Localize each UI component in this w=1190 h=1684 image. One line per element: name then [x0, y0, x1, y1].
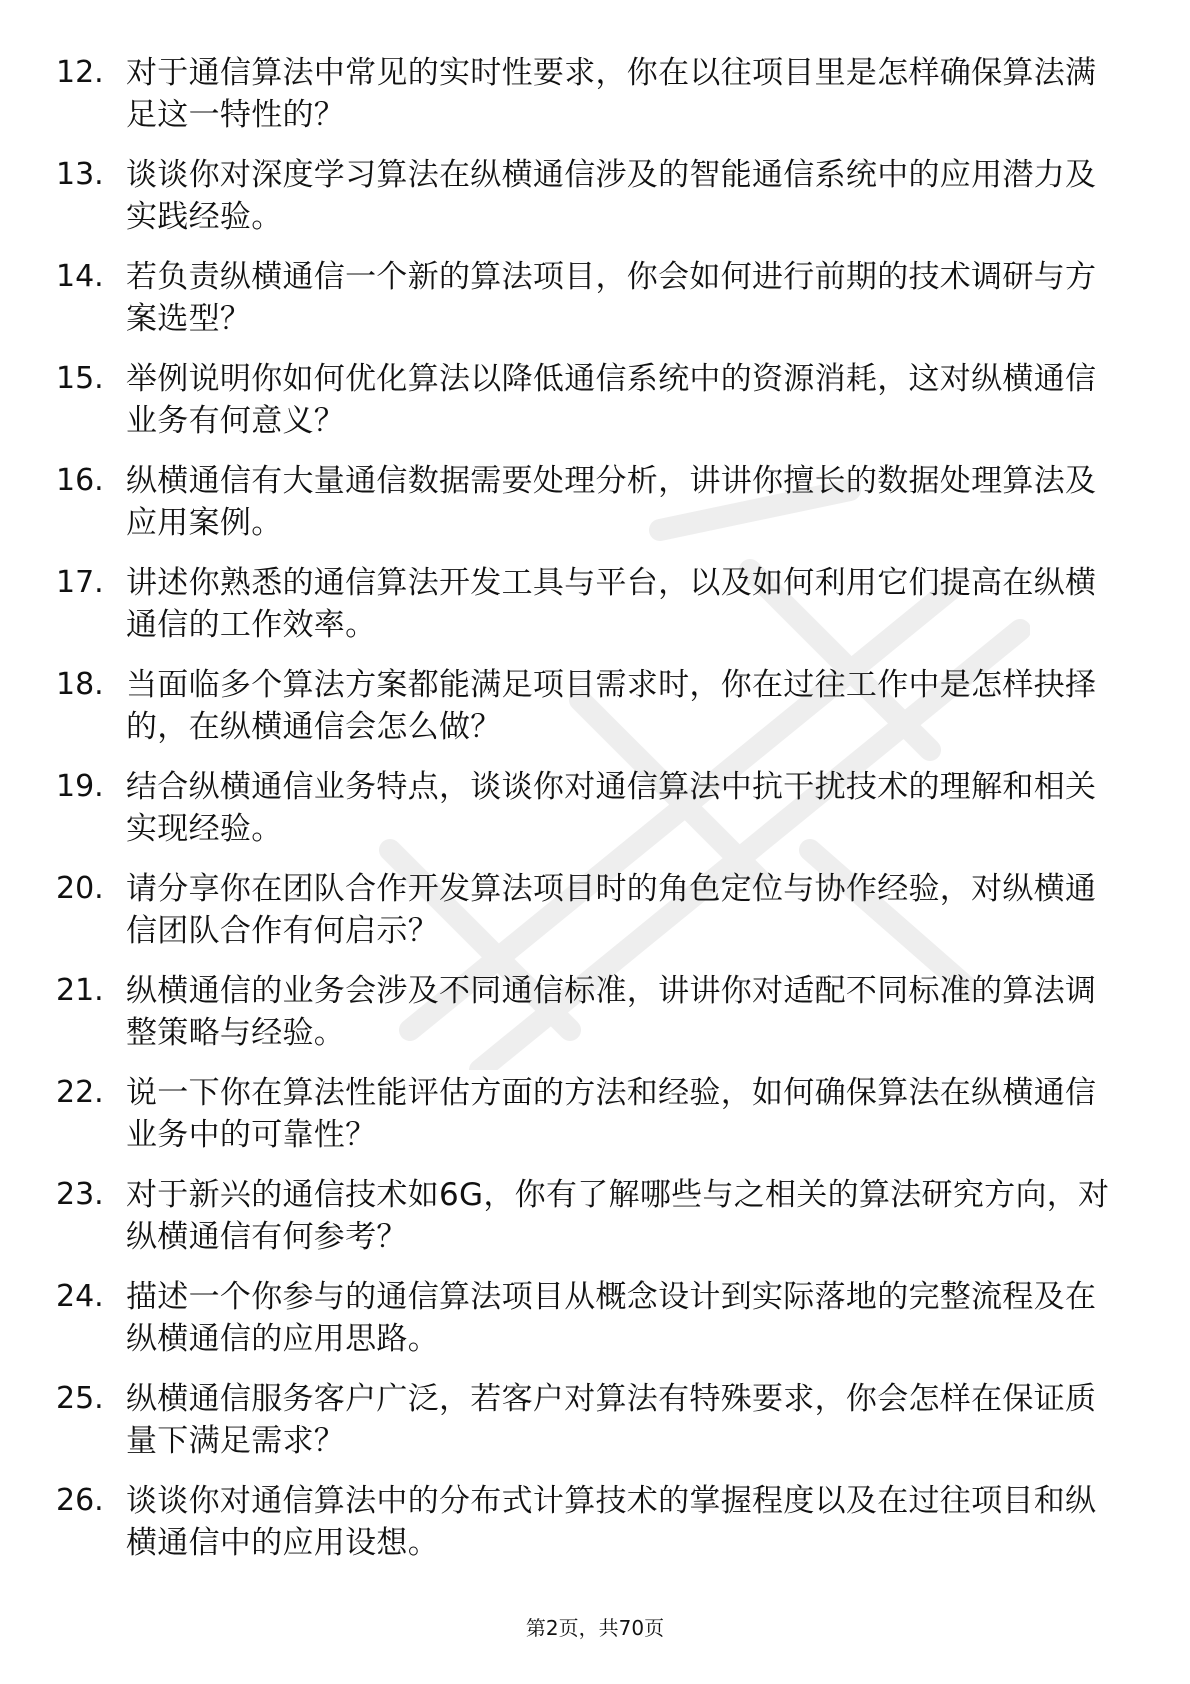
question-text: 描述一个你参与的通信算法项目从概念设计到实际落地的完整流程及在纵横通信的应用思路。	[126, 1279, 1097, 1357]
question-number: 15.	[56, 361, 104, 396]
question-item-21	[56, 970, 1136, 1072]
question-item-23	[56, 1174, 1136, 1276]
question-item-13	[56, 154, 1136, 256]
question-text: 讲述你熟悉的通信算法开发工具与平台，以及如何利用它们提高在纵横通信的工作效率。	[126, 565, 1097, 643]
question-number: 17.	[56, 565, 104, 600]
question-list	[56, 52, 1136, 1582]
question-text: 对于新兴的通信技术如6G，你有了解哪些与之相关的算法研究方向，对纵横通信有何参考？	[126, 1177, 1110, 1255]
question-number: 14.	[56, 259, 104, 294]
question-text: 纵横通信的业务会涉及不同通信标准，讲讲你对适配不同标准的算法调整策略与经验。	[126, 973, 1097, 1051]
question-item-24	[56, 1276, 1136, 1378]
question-item-17	[56, 562, 1136, 664]
question-item-22	[56, 1072, 1136, 1174]
question-number: 26.	[56, 1483, 104, 1518]
question-number: 18.	[56, 667, 104, 702]
question-number: 16.	[56, 463, 104, 498]
question-item-19	[56, 766, 1136, 868]
question-item-20	[56, 868, 1136, 970]
question-text: 谈谈你对通信算法中的分布式计算技术的掌握程度以及在过往项目和纵横通信中的应用设想。	[126, 1483, 1097, 1561]
question-number: 19.	[56, 769, 104, 804]
question-item-15	[56, 358, 1136, 460]
question-item-25	[56, 1378, 1136, 1480]
page-footer: 第2页，共70页	[525, 1616, 665, 1640]
question-text: 纵横通信有大量通信数据需要处理分析，讲讲你擅长的数据处理算法及应用案例。	[126, 463, 1097, 541]
question-number: 21.	[56, 973, 104, 1008]
question-number: 25.	[56, 1381, 104, 1416]
question-text: 说一下你在算法性能评估方面的方法和经验，如何确保算法在纵横通信业务中的可靠性？	[126, 1075, 1097, 1153]
question-text: 当面临多个算法方案都能满足项目需求时，你在过往工作中是怎样抉择的，在纵横通信会怎么做？	[126, 667, 1097, 745]
question-text: 请分享你在团队合作开发算法项目时的角色定位与协作经验，对纵横通信团队合作有何启示？	[126, 871, 1097, 949]
question-item-12	[56, 52, 1136, 154]
question-text: 纵横通信服务客户广泛，若客户对算法有特殊要求，你会怎样在保证质量下满足需求？	[126, 1381, 1097, 1459]
question-number: 22.	[56, 1075, 104, 1110]
question-number: 12.	[56, 55, 104, 90]
question-item-18	[56, 664, 1136, 766]
question-text: 结合纵横通信业务特点，谈谈你对通信算法中抗干扰技术的理解和相关实现经验。	[126, 769, 1097, 847]
question-item-14	[56, 256, 1136, 358]
question-item-16	[56, 460, 1136, 562]
question-text: 举例说明你如何优化算法以降低通信系统中的资源消耗，这对纵横通信业务有何意义？	[126, 361, 1097, 439]
question-number: 20.	[56, 871, 104, 906]
question-number: 24.	[56, 1279, 104, 1314]
question-text: 若负责纵横通信一个新的算法项目，你会如何进行前期的技术调研与方案选型？	[126, 259, 1097, 337]
question-text: 对于通信算法中常见的实时性要求，你在以往项目里是怎样确保算法满足这一特性的？	[126, 55, 1097, 133]
question-item-26	[56, 1480, 1136, 1582]
question-number: 23.	[56, 1177, 104, 1212]
question-text: 谈谈你对深度学习算法在纵横通信涉及的智能通信系统中的应用潜力及实践经验。	[126, 157, 1097, 235]
question-number: 13.	[56, 157, 104, 192]
